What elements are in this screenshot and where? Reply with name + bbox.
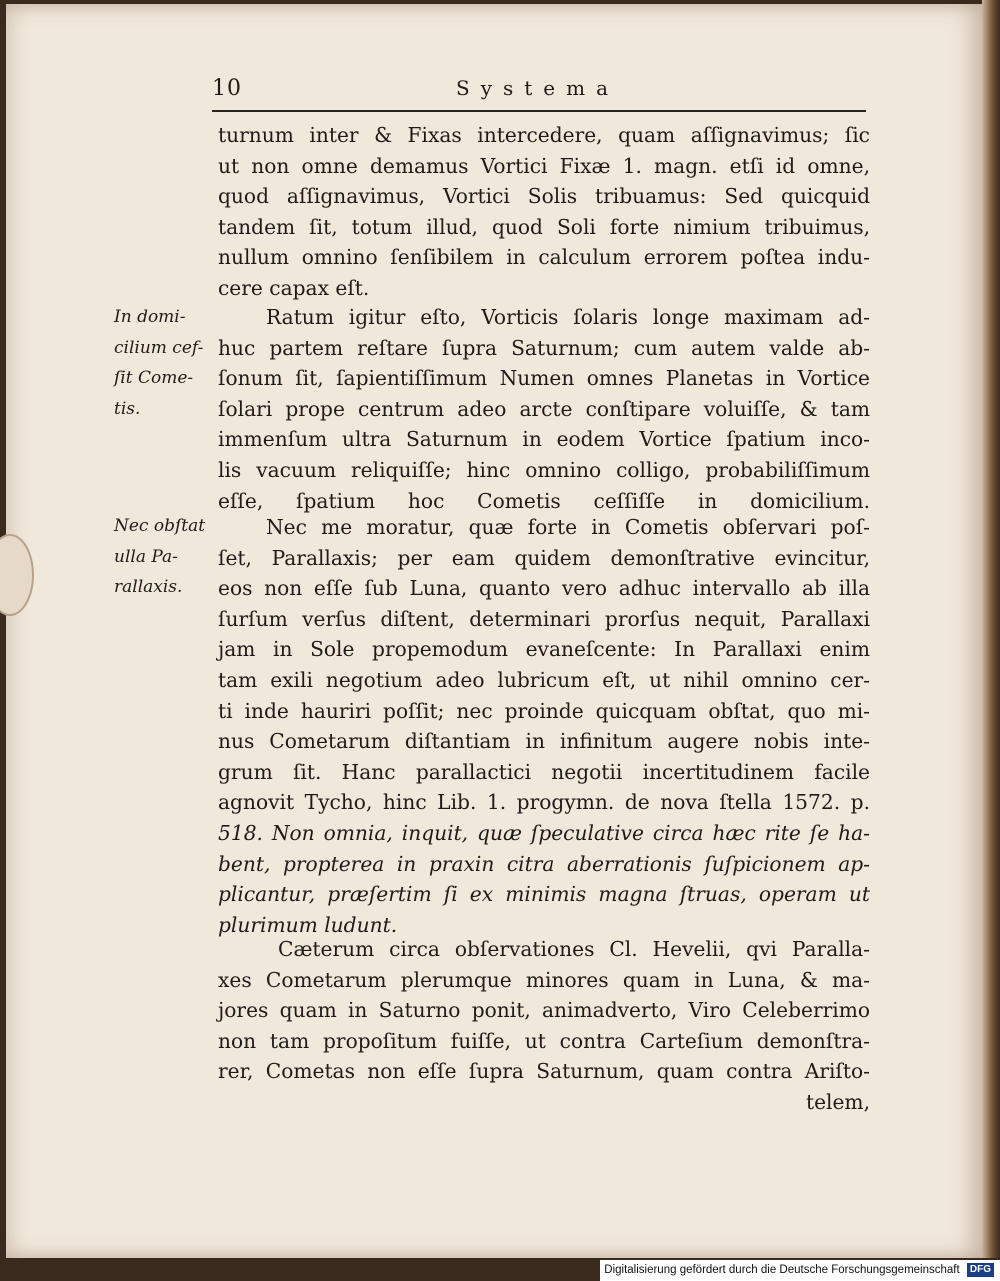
text-line: bent, propterea in praxin citra aberrationis ſuſpicionem ap- xyxy=(218,851,870,876)
paragraph-4 xyxy=(218,934,870,1118)
margin-note-line: cilium cef- xyxy=(114,337,204,358)
text-line: non tam propoſitum fuiſſe, ut contra Carteſium demonſtra- xyxy=(218,1028,870,1053)
text-line: turnum inter & Fixas intercedere, quam aſſignavimus; ſic xyxy=(218,123,870,147)
paragraph-1 xyxy=(218,120,870,304)
running-head xyxy=(212,76,864,104)
text-line: Ratum igitur eſto, Vorticis ſolaris longe maximam ad- xyxy=(266,305,870,329)
dfg-logo: DFG xyxy=(967,1263,994,1277)
margin-note-line: tis. xyxy=(114,398,141,419)
text-line: nullum omnino ſenſibilem in calculum errorem poſtea indu- xyxy=(218,245,870,270)
credit-text: Digitalisierung gefördert durch die Deutsche Forschungsgemeinschaft xyxy=(604,1264,960,1276)
text-line: jores quam in Saturno ponit, animadverto, Viro Celeberrimo xyxy=(218,998,870,1023)
text-line: agnovit Tycho, hinc Lib. 1. progymn. de nova ſtella 1572. p. xyxy=(218,790,870,815)
book-page xyxy=(6,4,988,1258)
text-line: nus Cometarum diſtantiam in infinitum augere nobis inte- xyxy=(218,729,870,754)
text-line: plicantur, præſertim ſi ex minimis magna ſtruas, operam ut xyxy=(218,882,870,907)
text-line: 518. Non omnia, inquit, quæ ſpeculative circa hæc rite ſe ha- xyxy=(218,820,870,845)
text-line: huc partem reſtare ſupra Saturnum; cum autem valde ab- xyxy=(218,335,870,360)
margin-note-line: ulla Pa- xyxy=(114,546,178,567)
text-line: grum ſit. Hanc parallactici negotii incertitudinem facile xyxy=(218,759,870,784)
text-line: eos non eſſe ſub Luna, quanto vero adhuc intervallo ab illa xyxy=(218,576,870,601)
header-rule xyxy=(212,110,866,112)
text-line: ti inde hauriri poſſit; nec proinde quicquam obſtat, quo mi- xyxy=(218,698,870,723)
paragraph-2 xyxy=(218,302,870,516)
text-line: xes Cometarum plerumque minores quam in Luna, & ma- xyxy=(218,967,870,992)
text-line: ſolari prope centrum adeo arcte conſtipare voluiſſe, & tam xyxy=(218,396,870,421)
text-line: quod aſſignavimus, Vortici Solis tribuamus: Sed quicquid xyxy=(218,184,870,209)
text-line: ſet, Parallaxis; per eam quidem demonſtrative evincitur, xyxy=(218,545,870,570)
page-number: 10 xyxy=(212,76,242,101)
text-line: ut non omne demamus Vortici Fixæ 1. magn. etſi id omne, xyxy=(218,153,870,178)
text-line: Nec me moratur, quæ forte in Cometis obſervari poſ- xyxy=(266,515,870,539)
text-line: rer, Cometas non eſſe ſupra Saturnum, quam contra Ariſto- xyxy=(218,1059,870,1084)
text-line: plurimum ludunt. xyxy=(218,912,398,937)
margin-note-line: In domi- xyxy=(114,307,186,327)
running-title: Systema xyxy=(456,76,620,100)
text-line: tam exili negotium adeo lubricum eſt, ut nihil omnino cer- xyxy=(218,667,870,692)
margin-note-line: rallaxis. xyxy=(114,577,183,598)
margin-note-domicilium xyxy=(114,302,214,424)
text-line: lis vacuum reliquiſſe; hinc omnino colligo, probabiliſſimum xyxy=(218,457,870,482)
paragraph-3 xyxy=(218,512,870,940)
margin-note-parallaxis xyxy=(114,511,214,603)
digitization-credit xyxy=(600,1260,1000,1281)
page-tab-mark xyxy=(0,534,34,616)
text-line: jam in Sole propemodum evaneſcente: In Parallaxi enim xyxy=(218,637,870,662)
text-line: Cæterum circa obſervationes Cl. Hevelii, qvi Paralla- xyxy=(278,937,870,961)
text-line: cere capax eſt. xyxy=(218,275,370,300)
text-line: telem, xyxy=(805,1089,870,1114)
margin-note-line: ſit Come- xyxy=(114,368,194,389)
text-line: eſſe, ſpatium hoc Cometis ceſſiſſe in domicilium. xyxy=(218,488,870,513)
text-line: immenſum ultra Saturnum in eodem Vortice ſpatium inco- xyxy=(218,427,870,452)
text-line: tandem ſit, totum illud, quod Soli forte nimium tribuimus, xyxy=(218,214,870,239)
text-line: ſonum ſit, ſapientiſſimum Numen omnes Planetas in Vortice xyxy=(218,366,870,391)
text-line: ſurſum verſus diſtent, determinari prorſus nequit, Parallaxi xyxy=(218,606,870,631)
book-edge xyxy=(982,0,1000,1258)
margin-note-line: Nec obſtat xyxy=(114,516,206,536)
